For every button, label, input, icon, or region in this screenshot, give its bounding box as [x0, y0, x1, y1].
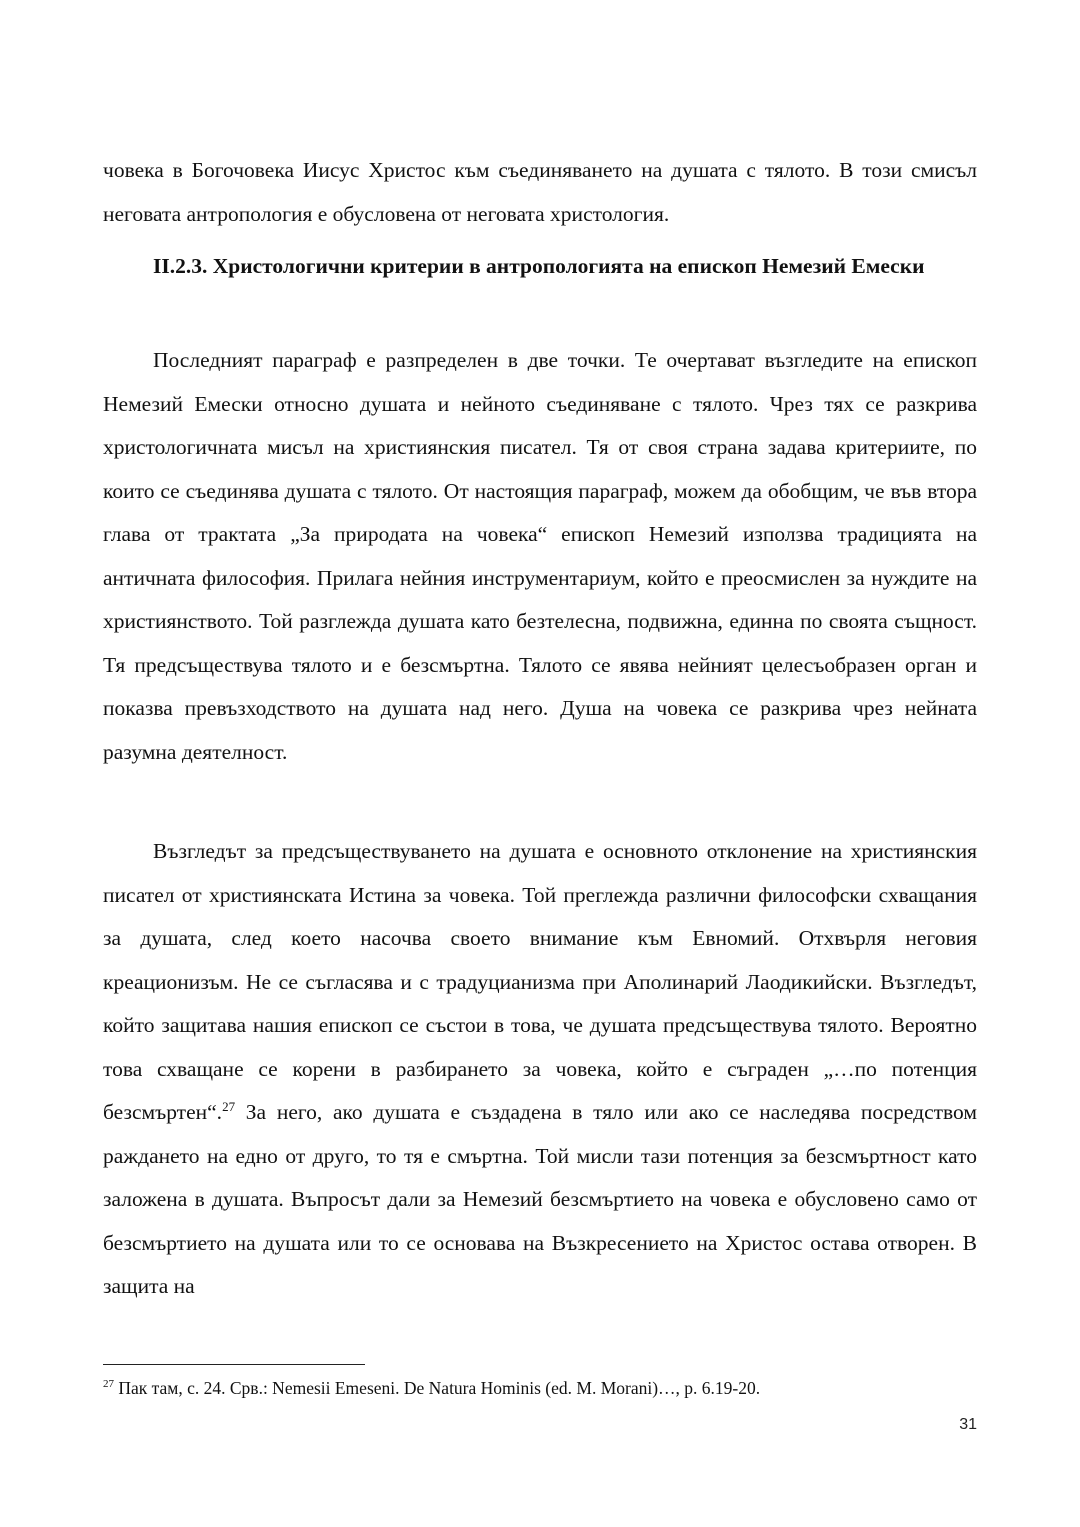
paragraph-preexistence-part1: Възгледът за предсъществуването на душата е основното отклонение на християнския писател от християнската Истина за човека. Той преглежда различни философски схващания за душата, след което насочва своето внимание към Евномий. Отхвърля неговия креационизъм. Не се съгласява и с традуцианизма при Аполинарий Лаодикийски. Възгледът, който защитава нашия епископ се състои в това, че душата предсъществува тялото. Вероятно това схващане се корени в разбирането за човека, който е съграден „…по потенция безсмъртен“.: [103, 839, 977, 1124]
footnote-separator: [103, 1364, 365, 1365]
footnote-number: 27: [103, 1378, 114, 1391]
section-heading-text: II.2.3. Христологични критерии в антропологията на епископ Немезий Емески: [153, 254, 925, 278]
paragraph-continuation-text: човека в Богочовека Иисус Христос към съединяването на душата с тялото. В този смисъл неговата антропология е обусловена от неговата христология.: [103, 158, 977, 226]
paragraph-summary-text: Последният параграф е разпределен в две точки. Те очертават възгледите на епископ Немезий Емески относно душата и нейното съединяване с тялото. Чрез тях се разкрива христологичната мисъл на християнския писател. Тя от своя страна задава критериите, по които се съединява душата с тялото. От настоящия параграф, можем да обобщим, че във втора глава от трактата „За природата на човека“ епископ Немезий използва традицията на античната философия. Прилага нейния инструментариум, който е преосмислен за нуждите на християнството. Той разглежда душата като безтелесна, подвижна, единна по своята същност. Тя предсъществува тялото и е безсмъртна. Тялото се явява нейният целесъобразен орган и показва превъзходството на душата над него. Душа на човека се разкрива чрез нейната разумна деятелност.: [103, 348, 977, 764]
paragraph-preexistence: [103, 830, 977, 1309]
paragraph-summary: [103, 339, 977, 774]
paragraph-continuation: [103, 149, 977, 236]
footnote: [103, 1376, 977, 1400]
page-number: 31: [959, 1416, 977, 1433]
footnote-reference[interactable]: 27: [222, 1098, 236, 1114]
paragraph-preexistence-part2: За него, ако душата е създадена в тяло или ако се наследява посредством раждането на едно от друго, то тя е смъртна. Той мисли тази потенция за безсмъртност като заложена в душата. Въпросът дали за Немезий безсмъртието на човека е обусловено само от безсмъртието на душата или то се основава на Възкресението на Христос остава отворен. В защита на: [103, 1100, 977, 1298]
section-heading: [103, 245, 977, 289]
paragraph-preexistence-text: [103, 830, 977, 1309]
footnote-text: Пак там, с. 24. Срв.: Nemesii Emeseni. De Natura Hominis (ed. M. Morani)…, p. 6.19-20.: [114, 1378, 761, 1398]
